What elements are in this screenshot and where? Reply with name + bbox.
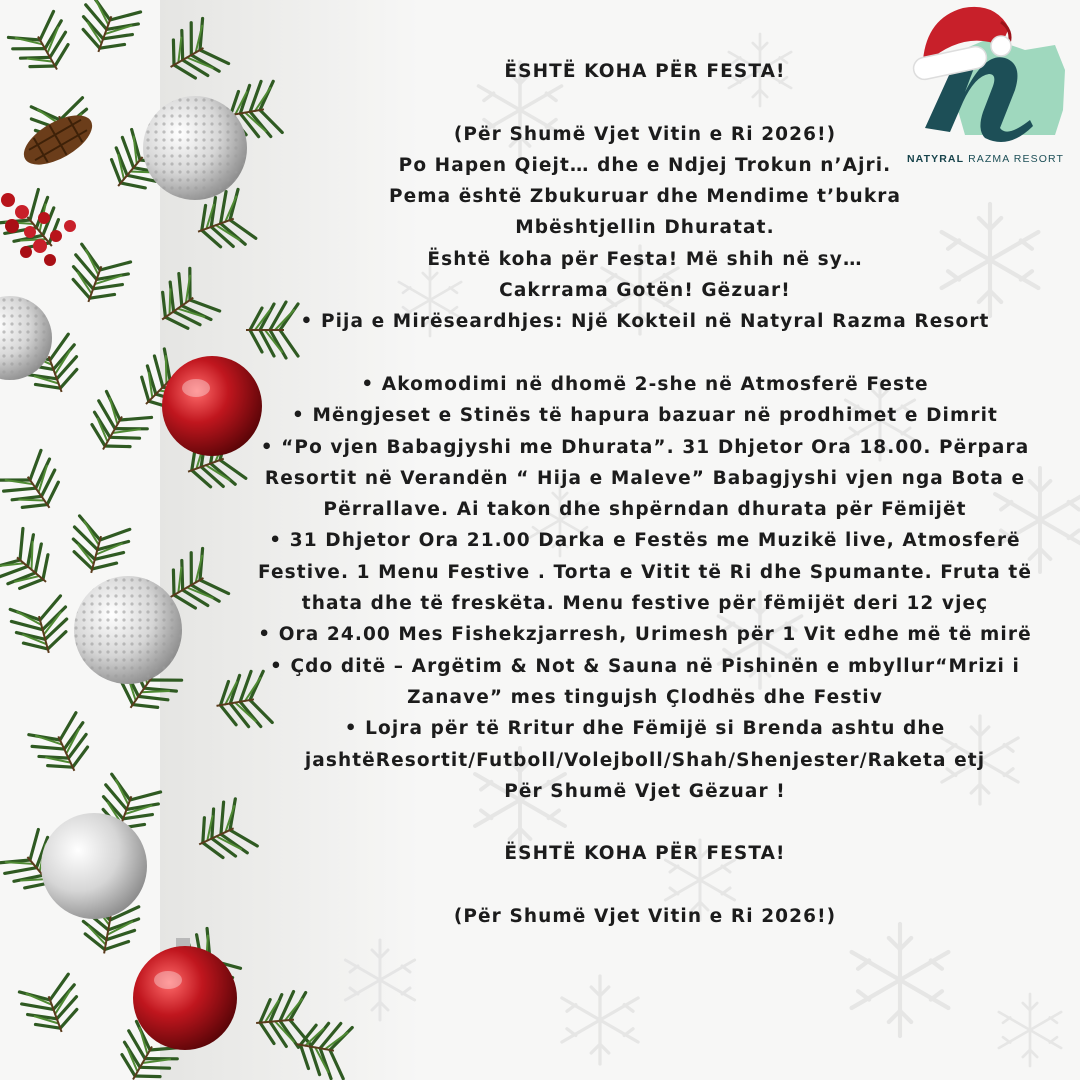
new-year-greeting: (Për Shumë Vjet Vitin e Ri 2026!)	[453, 123, 837, 145]
offer-line: Resortit në Verandën “ Hija e Maleve” Babagjyshi vjen nga Bota e	[264, 467, 1026, 489]
red-ornament-icon	[133, 938, 237, 1050]
offer-line: • 31 Dhjetor Ora 21.00 Darka e Festës me Muzikë live, Atmosferë	[269, 530, 1021, 552]
headline: ËSHTË KOHA PËR FESTA!	[504, 61, 786, 82]
offer-line: • Mëngjeset e Stinës të hapura bazuar në prodhimet e Dimrit	[292, 405, 998, 427]
logo-brand-text: NATYRAL RAZMA RESORT	[907, 153, 1064, 165]
announcement-text	[250, 56, 1040, 932]
offer-line: Festive. 1 Menu Festive . Torta e Vitit të Ri dhe Spumante. Fruta të	[258, 561, 1032, 583]
silver-ornament-icon	[74, 576, 182, 684]
offer-line: • Çdo ditë – Argëtim & Not & Sauna në Pishinën e mbyllur“Mrizi i	[270, 655, 1020, 677]
pine-cone-icon	[16, 105, 100, 174]
poem-line: Cakrrama Gotën! Gëzuar!	[499, 280, 791, 302]
silver-ornament-icon	[143, 96, 247, 200]
closing-greeting: (Për Shumë Vjet Vitin e Ri 2026!)	[453, 906, 837, 928]
offer-line: Përrallave. Ai takon dhe shpërndan dhurata për Fëmijët	[323, 499, 967, 521]
offer-line: • “Po vjen Babagjyshi me Dhurata”. 31 Dhjetor Ora 18.00. Përpara	[260, 436, 1030, 458]
welcome-drink-item: • Pija e Mirëseardhjes: Një Kokteil në Natyral Razma Resort	[300, 311, 990, 333]
poem-line: Është koha për Festa! Më shih në sy…	[427, 248, 863, 270]
offer-line: thata dhe të freskëta. Menu festive për fëmijët deri 12 vjeç	[301, 593, 989, 615]
offer-line: • Lojra për të Rritur dhe Fëmijë si Brenda ashtu dhe	[344, 718, 946, 740]
wishes-line: Për Shumë Vjet Gëzuar !	[504, 780, 786, 802]
offer-line: jashtëResortit/Futboll/Volejboll/Shah/Shenjester/Raketa etj	[304, 749, 986, 771]
offer-line: • Akomodimi në dhomë 2-she në Atmosferë Feste	[361, 373, 929, 395]
silver-ornament-icon	[41, 813, 147, 919]
poem-line: Mbështjellin Dhuratat.	[515, 217, 775, 239]
closing-headline: ËSHTË KOHA PËR FESTA!	[504, 843, 786, 865]
poem-line: Pema është Zbukuruar dhe Mendime t’bukra	[388, 186, 902, 208]
poem-line: Po Hapen Qiejt… dhe e Ndjej Trokun n’Ajri.	[398, 154, 892, 176]
offer-line: Zanave” mes tingujsh Çlodhës dhe Festiv	[407, 686, 883, 708]
offer-line: • Ora 24.00 Mes Fishekzjarresh, Urimesh për 1 Vit edhe më të mirë	[258, 624, 1032, 646]
red-ornament-icon	[162, 356, 262, 456]
